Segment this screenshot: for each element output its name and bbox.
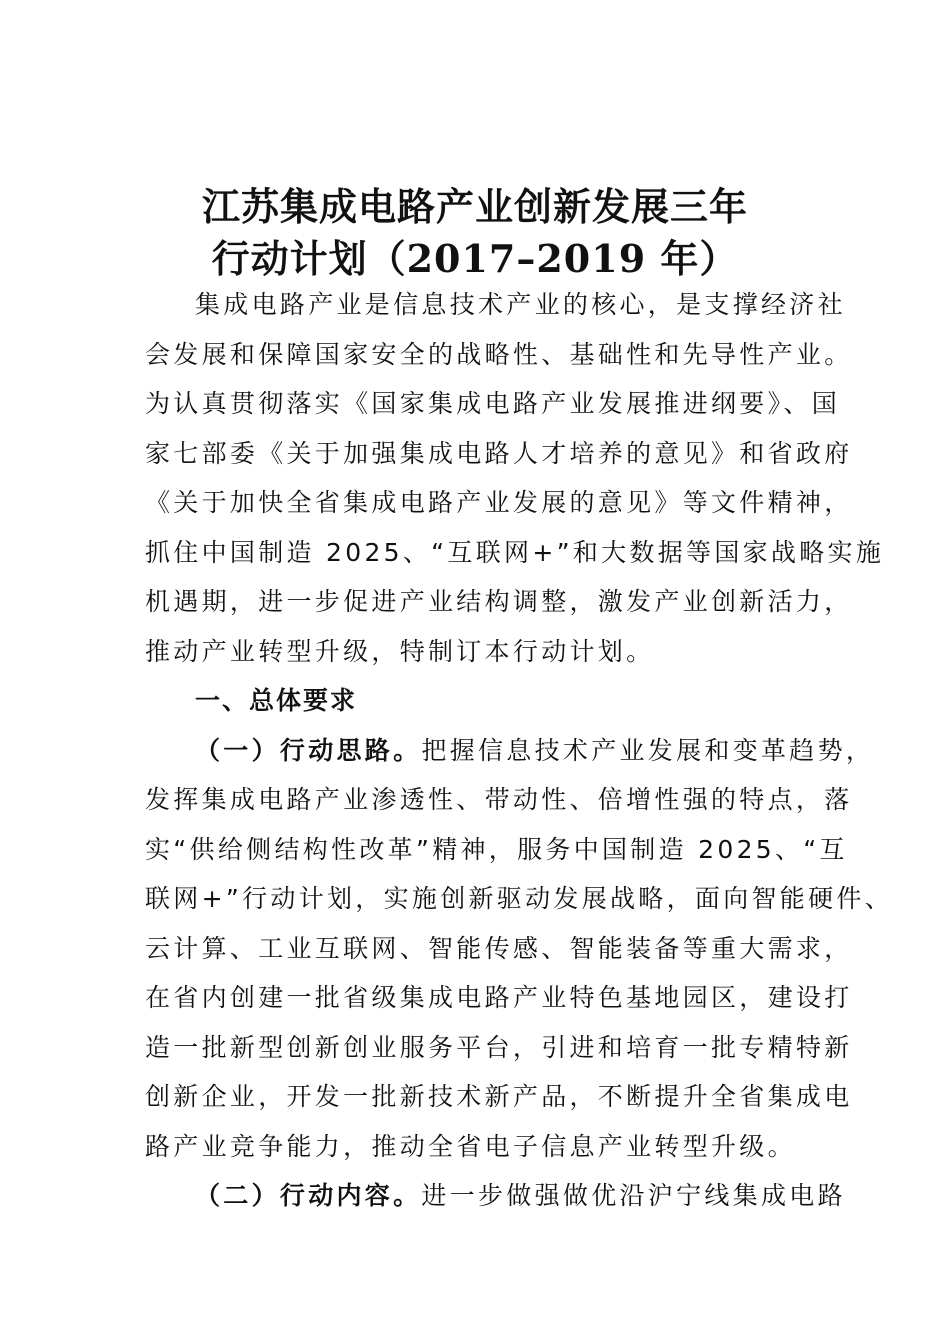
subsection-line: 云计算、工业互联网、智能传感、智能装备等重大需求，: [145, 933, 853, 963]
document-title-line-1: 江苏集成电路产业创新发展三年: [201, 184, 748, 229]
subsection-text: 把握信息技术产业发展和变革趋势，: [421, 735, 875, 765]
subsection-first-line: [145, 1171, 846, 1221]
document-body: [145, 280, 894, 1221]
intro-line: 家七部委《关于加强集成电路人才培养的意见》和省政府: [145, 438, 853, 468]
subsection-line: 发挥集成电路产业渗透性、带动性、倍增性强的特点，落: [145, 785, 853, 814]
intro-line: 抓住中国制造 2025、“互联网+”和大数据等国家战略实施: [145, 537, 885, 567]
intro-line: 集成电路产业是信息技术产业的核心，是支撑经济社: [195, 290, 846, 319]
intro-line: 机遇期，进一步促进产业结构调整，激发产业创新活力，: [145, 587, 853, 616]
intro-line: 会发展和保障国家安全的战略性、基础性和先导性产业。: [145, 339, 853, 369]
section-heading: 一、总体要求: [195, 686, 358, 715]
subsection-label: （二）行动内容。: [195, 1181, 422, 1210]
subsection-line: 路产业竞争能力，推动全省电子信息产业转型升级。: [145, 1131, 796, 1161]
subsection-line: 造一批新型创新创业服务平台，引进和培育一批专精特新: [145, 1032, 853, 1062]
subsection-label: （一）行动思路。: [195, 735, 422, 765]
intro-line: 《关于加快全省集成电路产业发展的意见》等文件精神，: [145, 488, 853, 517]
subsection-line: 在省内创建一批省级集成电路产业特色基地园区，建设打: [145, 983, 853, 1012]
subsection-line: 实“供给侧结构性改革”精神，服务中国制造 2025、“互: [145, 834, 848, 864]
subsection-line: 联网+”行动计划，实施创新驱动发展战略，面向智能硬件、: [145, 884, 894, 913]
intro-line: 推动产业转型升级，特制订本行动计划。: [145, 636, 655, 666]
subsection-text: 进一步做强做优沿沪宁线集成电路: [421, 1181, 846, 1210]
document-title-line-2: 行动计划（2017–2019 年）: [211, 236, 739, 281]
subsection-line: 创新企业，开发一批新技术新产品，不断提升全省集成电: [145, 1082, 853, 1111]
subsection-first-line: [145, 726, 875, 776]
intro-line: 为认真贯彻落实《国家集成电路产业发展推进纲要》、国: [145, 389, 841, 418]
